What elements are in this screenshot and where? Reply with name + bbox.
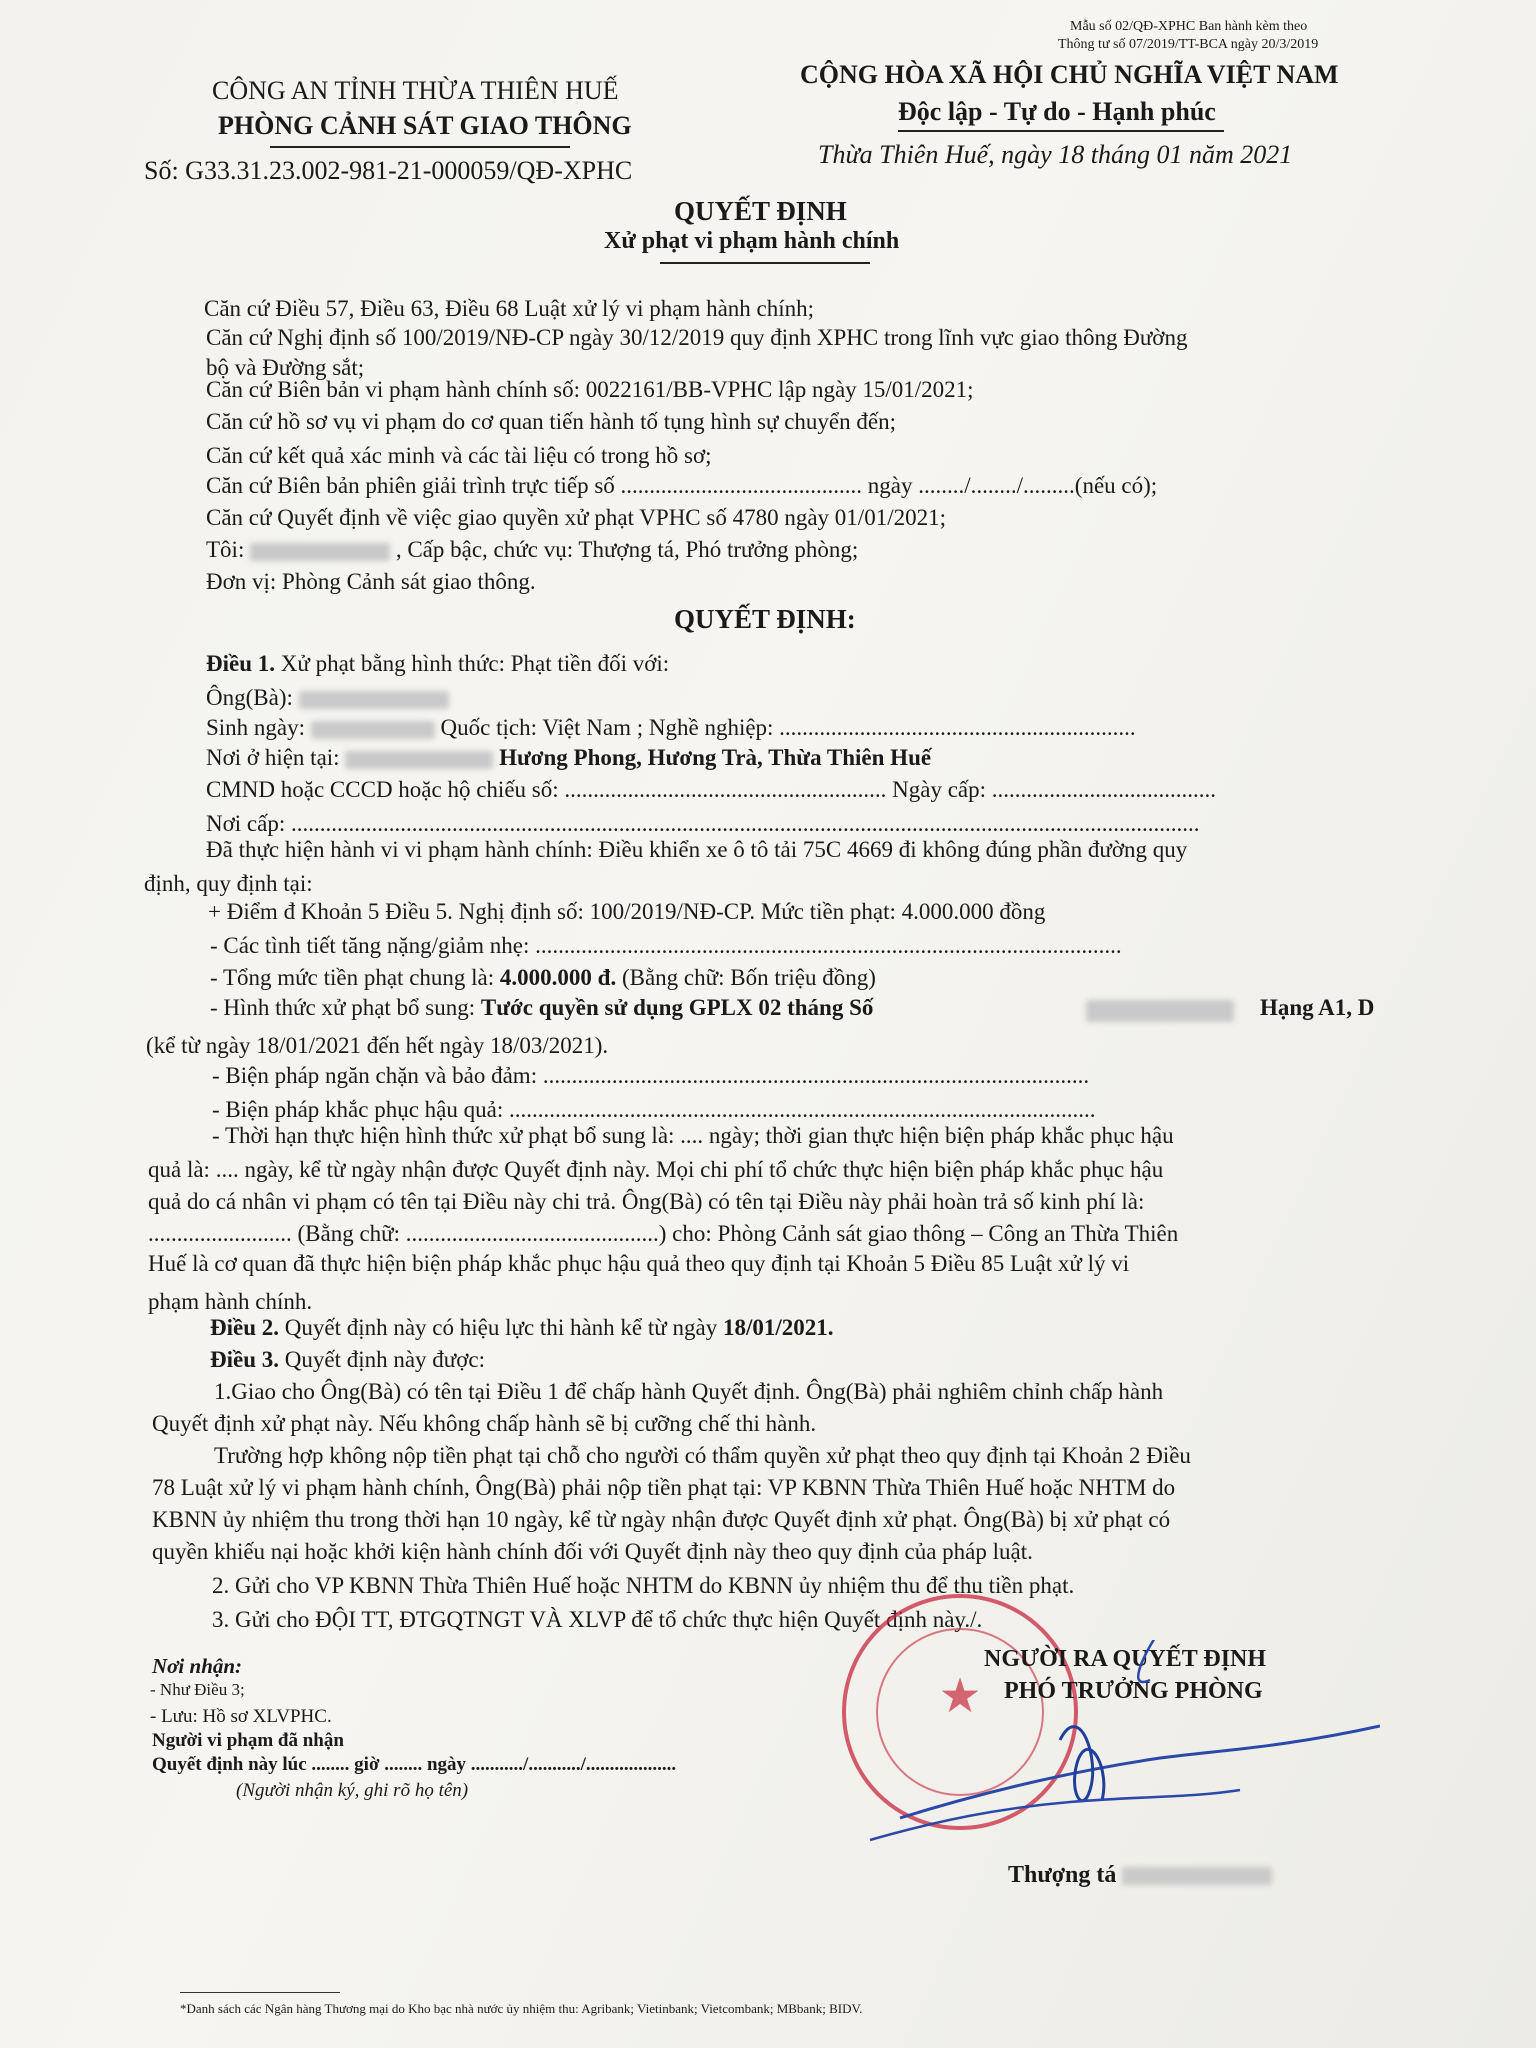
legal-basis-4: Căn cứ hồ sơ vụ vi phạm do cơ quan tiến hành tố tụng hình sự chuyển đến; (206, 409, 896, 434)
footnote-divider (180, 1992, 340, 1993)
recipient-item-1: - Như Điều 3; (150, 1680, 245, 1699)
article-3-line-2: Quyết định xử phạt này. Nếu không chấp hành sẽ bị cưỡng chế thi hành. (152, 1411, 817, 1436)
redacted-person-name (299, 691, 449, 709)
legal-basis-6: Căn cứ Biên bản phiên giải trình trực tiếp số .......................................... ngày ......../......../.........(nếu có); (206, 473, 1158, 498)
dob-nationality-line (206, 712, 1136, 743)
article-3-text: Quyết định này được: (279, 1347, 486, 1372)
redacted-dob (311, 721, 435, 739)
violation-line-1: Đã thực hiện hành vi vi phạm hành chính: Điều khiển xe ô tô tải 75C 4669 đi không đúng phần đường quy (206, 837, 1188, 862)
signer-role-1: NGƯỜI RA QUYẾT ĐỊNH (984, 1646, 1267, 1672)
remedy-measures-line: - Biện pháp khắc phục hậu quả: ...................................................................................................... (212, 1097, 1096, 1122)
dob-label: Sinh ngày: (206, 715, 306, 740)
article-3-line-8: 3. Gửi cho ĐỘI TT, ĐTGQTNGT VÀ XLVP để tổ chức thực hiện Quyết định này./. (212, 1607, 983, 1632)
total-fine-amount: 4.000.000 đ. (499, 965, 617, 990)
article-2 (210, 1312, 833, 1343)
person-name-label: Ông(Bà): (206, 685, 293, 710)
additional-penalty-label: - Hình thức xử phạt bổ sung: (210, 995, 481, 1020)
legal-basis-7: Căn cứ Quyết định về việc giao quyền xử phạt VPHC số 4780 ngày 01/01/2021; (206, 505, 946, 530)
article-1-label: Điều 1. (206, 651, 275, 676)
signer-rank-line (1008, 1862, 1272, 1889)
deadline-line-2: quả là: .... ngày, kể từ ngày nhận được Quyết định này. Mọi chi phí tổ chức thực hiện biện pháp khắc phục hậu (148, 1157, 1164, 1182)
additional-penalty-value: Tước quyền sử dụng GPLX 02 tháng Số (480, 995, 874, 1020)
legal-basis-2-cont: bộ và Đường sắt; (206, 355, 365, 380)
recipients-heading: Nơi nhận: (152, 1654, 243, 1678)
legal-basis-1: Căn cứ Điều 57, Điều 63, Điều 68 Luật xử lý vi phạm hành chính; (204, 296, 815, 321)
article-3-line-3: Trường hợp không nộp tiền phạt tại chỗ cho người có thẩm quyền xử phạt theo quy định tại Khoản 2 Điều (214, 1443, 1191, 1468)
article-1-heading (206, 648, 669, 679)
header-right-divider (898, 130, 1224, 132)
article-3-line-6: quyền khiếu nại hoặc khởi kiện hành chính đối với Quyết định này theo quy định của pháp luật. (152, 1539, 1033, 1564)
license-class: Hạng A1, D (1260, 995, 1375, 1020)
department-name: PHÒNG CẢNH SÁT GIAO THÔNG (218, 111, 632, 140)
deadline-line-4: ......................... (Bằng chữ: ............................................) cho: Phòng Cảnh sát giao thông – Công an Thừa Thiên (148, 1221, 1179, 1246)
article-3-label: Điều 3. (210, 1347, 279, 1372)
redacted-official-name (250, 543, 390, 561)
circumstances-line: - Các tình tiết tăng nặng/giảm nhẹ: ...................................................................................................... (210, 933, 1122, 958)
total-fine-label: - Tổng mức tiền phạt chung là: (210, 965, 500, 990)
redacted-license-number (1086, 1000, 1234, 1022)
form-note-line-1: Mẫu số 02/QĐ-XPHC Ban hành kèm theo (1070, 19, 1308, 34)
id-document-line: CMND hoặc CCCD hoặc hộ chiếu số: ........................................................ Ngày cấp: ....................................... (206, 777, 1217, 802)
legal-basis-3: Căn cứ Biên bản vi phạm hành chính số: 0022161/BB-VPHC lập ngày 15/01/2021; (206, 377, 974, 402)
title-divider (660, 262, 870, 264)
document-number: Số: G33.31.23.002-981-21-000059/QĐ-XPHC (144, 156, 633, 185)
received-line-2: Quyết định này lúc ........ giờ ........ ngày .........../.........../................... (152, 1754, 677, 1775)
legal-point: + Điểm đ Khoản 5 Điều 5. Nghị định số: 100/2019/NĐ-CP. Mức tiền phạt: 4.000.000 đồng (208, 899, 1046, 924)
violation-line-2: định, quy định tại: (144, 871, 313, 896)
article-1-text: Xử phạt bằng hình thức: Phạt tiền đối với: (275, 651, 670, 676)
document-date: Thừa Thiên Huế, ngày 18 tháng 01 năm 2021 (818, 140, 1293, 169)
deadline-line-1: - Thời hạn thực hiện hình thức xử phạt bổ sung là: .... ngày; thời gian thực hiện biện pháp khắc phục hậu (212, 1123, 1174, 1148)
effective-date: 18/01/2021. (722, 1315, 834, 1340)
footnote-line-1: *Danh sách các Ngân hàng Thương mại do Kho bạc nhà nước ủy nhiệm thu: Agribank; Vietinbank; Vietcombank; MBbank; BIDV. (180, 2001, 863, 2016)
deadline-line-3: quả do cá nhân vi phạm có tên tại Điều này chi trả. Ông(Bà) có tên tại Điều này phải hoàn trả số kinh phí là: (148, 1189, 1145, 1214)
redacted-signer-name (1122, 1867, 1272, 1885)
received-note: (Người nhận ký, ghi rõ họ tên) (236, 1780, 469, 1801)
nation-name: CỘNG HÒA XÃ HỘI CHỦ NGHĨA VIỆT NAM (800, 60, 1339, 89)
person-name-line (206, 682, 449, 713)
additional-penalty-period: (kể từ ngày 18/01/2021 đến hết ngày 18/03/2021). (146, 1033, 609, 1058)
deadline-line-5: Huế là cơ quan đã thực hiện biện pháp khắc phục hậu quả theo quy định tại Khoản 5 Điều 85 Luật xử lý vi (148, 1251, 1130, 1276)
signer-rank: Thượng tá (1008, 1862, 1117, 1888)
redacted-address (345, 751, 493, 769)
recipient-item-2: - Lưu: Hồ sơ XLVPHC. (150, 1706, 332, 1727)
nationality-occupation: Quốc tịch: Việt Nam ; Nghề nghiệp: .............................................................. (440, 715, 1136, 740)
residence-label: Nơi ở hiện tại: (206, 745, 340, 770)
header-left-divider (270, 146, 570, 148)
deadline-line-6: phạm hành chính. (148, 1289, 313, 1314)
document-title: QUYẾT ĐỊNH (674, 196, 847, 226)
article-2-text: Quyết định này có hiệu lực thi hành kể từ ngày (279, 1315, 723, 1340)
total-fine-words: (Bằng chữ: Bốn triệu đồng) (616, 965, 876, 990)
unit-line: Đơn vị: Phòng Cảnh sát giao thông. (206, 569, 536, 594)
article-3-heading (210, 1344, 485, 1375)
total-fine-line (210, 962, 876, 993)
document-subtitle: Xử phạt vi phạm hành chính (604, 228, 900, 254)
signer-role-2: PHÓ TRƯỞNG PHÒNG (1004, 1678, 1263, 1704)
form-note-line-2: Thông tư số 07/2019/TT-BCA ngày 20/3/2019 (1058, 37, 1319, 52)
received-line-1: Người vi phạm đã nhận (152, 1730, 344, 1751)
official-prefix: Tôi: (206, 537, 245, 562)
legal-basis-5: Căn cứ kết quả xác minh và các tài liệu có trong hồ sơ; (206, 443, 712, 468)
article-3-line-5: KBNN ủy nhiệm thu trong thời hạn 10 ngày, kể từ ngày nhận được Quyết định xử phạt. Ông(Bà) bị xử phạt có (152, 1507, 1171, 1532)
handwritten-signature (860, 1640, 1380, 1880)
prevention-measures-line: - Biện pháp ngăn chặn và bảo đảm: ............................................................................................... (212, 1063, 1090, 1088)
article-3-line-1: 1.Giao cho Ông(Bà) có tên tại Điều 1 để chấp hành Quyết định. Ông(Bà) phải nghiêm chỉnh chấp hành (214, 1379, 1164, 1404)
seal-star-icon: ★ (938, 1670, 982, 1723)
agency-name: CÔNG AN TỈNH THỪA THIÊN HUẾ (212, 76, 619, 105)
legal-basis-2: Căn cứ Nghị định số 100/2019/NĐ-CP ngày 30/12/2019 quy định XPHC trong lĩnh vực giao thông Đường (206, 325, 1188, 350)
additional-penalty-line (210, 992, 873, 1023)
article-3-line-4: 78 Luật xử lý vi phạm hành chính, Ông(Bà) phải nộp tiền phạt tại: VP KBNN Thừa Thiên Huế hoặc NHTM do (152, 1475, 1176, 1500)
official-line (206, 534, 858, 565)
residence-value: Hương Phong, Hương Trà, Thừa Thiên Huế (499, 745, 932, 770)
article-2-label: Điều 2. (210, 1315, 279, 1340)
national-motto: Độc lập - Tự do - Hạnh phúc (898, 97, 1216, 126)
issue-place-line: Nơi cấp: .............................................................................................................................................................. (206, 811, 1200, 836)
residence-line (206, 742, 931, 773)
decision-heading: QUYẾT ĐỊNH: (674, 604, 856, 634)
official-rank-position: , Cấp bậc, chức vụ: Thượng tá, Phó trưởng phòng; (395, 537, 859, 562)
article-3-line-7: 2. Gửi cho VP KBNN Thừa Thiên Huế hoặc NHTM do KBNN ủy nhiệm thu để thu tiền phạt. (212, 1573, 1075, 1598)
